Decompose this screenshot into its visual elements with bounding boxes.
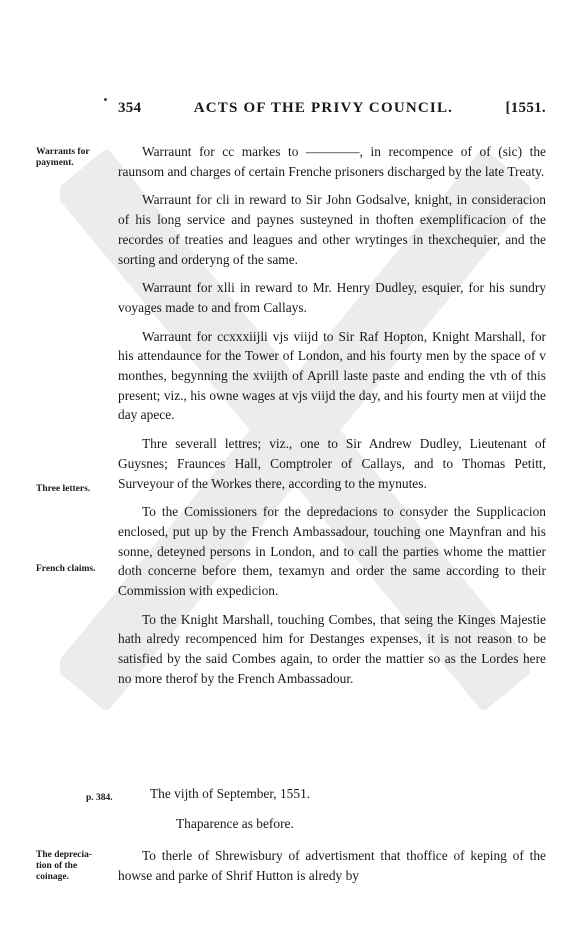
paragraph-knight-marshall: To the Knight Marshall, touching Combes, that seing the Kinges Majestie hath alredy recompenced him for Destanges expenses, it is not reason to be satisfied by the said Combes again, to order the mattier so as the Lordes here no more therof by the French Ambassadour.: [118, 611, 546, 686]
paragraph-warrant-3: Warraunt for xlli in reward to Mr. Henry Dudley, esquier, for his sundry voyages made to and from Callays.: [118, 280, 546, 315]
margin-note-french-claims: French claims.: [36, 564, 96, 574]
running-header: [118, 100, 546, 117]
paragraph-french-claims: To the Comissioners for the depredacions to consyder the Supplicacion enclosed, put up by the French Ambassadour, touching one Maynfran and his sonne, deteyned persons in London, and to call the parties whome the mattier doth concerne before them, texamyn and order the same according to their Commission with expedicion.: [118, 504, 546, 599]
margin-note-page-ref: p. 384.: [86, 793, 113, 803]
margin-note-warrants: Warrants for payment.: [36, 147, 90, 168]
date-line: The vijth of September, 1551.: [150, 786, 311, 801]
page-title: ACTS OF THE PRIVY COUNCIL.: [193, 100, 454, 116]
page-number: 354: [118, 100, 142, 116]
margin-dot: [104, 98, 107, 101]
body-text: [118, 142, 546, 698]
closing-text: [118, 846, 546, 894]
year-label: [1551.: [505, 100, 546, 116]
attendance-line: Thaparence as before.: [176, 816, 294, 831]
paragraph-three-letters: Thre severall lettres; viz., one to Sir Andrew Dudley, Lieutenant of Guysnes; Fraunces Hall, Comptroler of Callays, and to Thomas Petitt, Surveyour of the Workes there, according to the mynutes.: [118, 436, 546, 491]
margin-note-three-letters: Three letters.: [36, 484, 91, 494]
paragraph-warrant-2: Warraunt for cli in reward to Sir John Godsalve, knight, in consideracion of his long service and paynes susteyned in thoften exemplificacion of the recordes of treaties and leagues and other wrytinges in thexchequier, and the sorting and orderyng of the same.: [118, 192, 546, 267]
paragraph-warrant-4: Warraunt for ccxxxiijli vjs viijd to Sir Raf Hopton, Knight Marshall, for his attendaunce for the Tower of London, and his fourty men by the space of v monthes, begynning the xviijth of Aprill laste paste and ending the vth of this present; viz., his owne wages at vjs viijd the day, and his fourty men at viijd the day apece.: [118, 328, 546, 423]
paragraph-warrant-1: Warraunt for cc markes to ————, in recompence of of (sic) the raunsom and charges of certain Frenche prisoners discharged by the late Treaty.: [118, 144, 546, 179]
margin-note-depreciation: The deprecia-tion of the coinage.: [36, 850, 93, 882]
paragraph-shrewsbury: To therle of Shrewisbury of advertisment that thoffice of keping of the howse and parke of Shrif Hutton is alredy by: [118, 848, 546, 883]
